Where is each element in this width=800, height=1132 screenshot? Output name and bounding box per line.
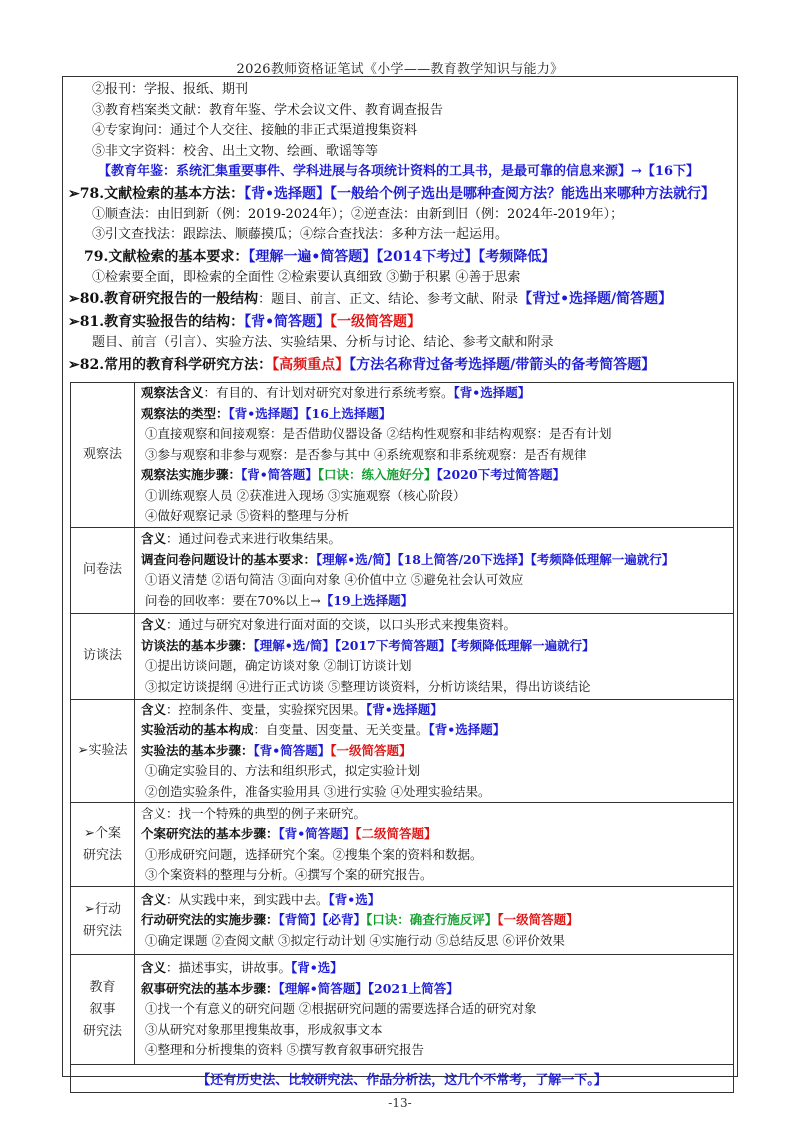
- tag: 【背•简答题】: [278, 826, 356, 841]
- tag: 【18上简答/20下选择】: [397, 551, 531, 567]
- method-definition: [141, 890, 729, 911]
- method-row-questionnaire: [71, 527, 734, 613]
- method-line: ③参与观察和非参与观察：是否参与其中 ④系统观察和非系统观察：是否有规律: [145, 446, 587, 462]
- method-line: [141, 591, 729, 612]
- section-79-heading: [68, 246, 734, 268]
- method-line: ④整理和分析搜集的资料 ⑤撰写教育叙事研究报告: [145, 1042, 424, 1058]
- section-82-tag: 【高频重点】: [272, 356, 350, 373]
- source-item-3: ③教育档案类文献：教育年鉴、学术会议文件、教育调查报告: [92, 102, 444, 118]
- tag: 【2020下考过简答题】: [436, 467, 566, 482]
- method-body: [135, 383, 734, 528]
- method-name-line: 教育: [89, 979, 116, 995]
- section-78-tag: 【背•选择题】: [244, 185, 331, 202]
- method-row-narrative: [71, 955, 734, 1065]
- method-line: ③从研究对象那里搜集故事，形成叙事文本: [145, 1021, 383, 1037]
- method-definition: [141, 529, 729, 550]
- tag: 【理解•选/简】: [316, 551, 398, 567]
- tag: 【考频降低理解一遍就行】: [450, 637, 595, 653]
- section-78-tag: 【一般给个例子选出是哪种查阅方法？能选出来哪种方法就行】: [330, 185, 716, 202]
- method-name: 观察法: [71, 383, 135, 528]
- definition-label: 含义: [141, 805, 167, 821]
- definition-label: 含义: [141, 960, 167, 976]
- method-subheading: [141, 720, 729, 741]
- method-body: [135, 527, 734, 613]
- definition-text: ：通过与研究对象进行面对面的交谈，以口头形式来搜集资料。: [166, 617, 517, 632]
- method-line: ①确定实验目的、方法和组织形式，拟定实验计划: [145, 763, 421, 778]
- section-78-heading: [68, 183, 734, 205]
- method-definition: [141, 958, 729, 979]
- tag: 【一级简答题】: [497, 912, 579, 928]
- research-methods-table: [70, 382, 734, 1093]
- mnemonic-tag: 【口诀：练入施好分】: [317, 467, 437, 482]
- section-79-tag: 【2014下考过】: [376, 248, 479, 265]
- method-line: ②创造实验条件，准备实验用具 ③进行实验 ④处理实验结果。: [145, 783, 491, 799]
- page-header: 2026教师资格证笔试《小学——教育教学知识与能力》: [236, 62, 564, 77]
- subheading-label: 访谈法的基本步骤：: [141, 637, 254, 653]
- method-body: [135, 613, 734, 699]
- method-line: ③拟定访谈提纲 ④进行正式访谈 ⑤整理访谈资料，分析访谈结果，得出访谈结论: [145, 678, 591, 694]
- method-name-line: 研究法: [82, 923, 122, 939]
- section-78-line: ①顺查法：由旧到新（例：2019-2024年）；②逆查法：由新到旧（例：2024年-2019年）；: [92, 206, 624, 222]
- method-name: [71, 887, 135, 955]
- method-row-footer: [71, 1065, 734, 1093]
- tag: 【理解•简答题】: [278, 980, 368, 996]
- definition-label: 含义: [141, 701, 167, 717]
- tag: 【二级简答题】: [355, 826, 437, 841]
- section-81-title: ➢81.教育实验报告的结构：: [68, 314, 245, 330]
- method-name-line: ➢个案: [84, 825, 121, 841]
- tag: 【背简】: [278, 912, 323, 928]
- section-81-tag: 【一级简答题】: [330, 314, 422, 330]
- section-80-tag: 【背过•选择题/简答题】: [518, 291, 673, 307]
- section-81-heading: [68, 311, 734, 333]
- tag: 【背•简答题】: [253, 742, 331, 758]
- section-82-heading: [68, 354, 734, 376]
- section-80-title: ➢80.教育研究报告的一般结构: [68, 291, 259, 307]
- subheading-label: 观察法实施步骤：: [141, 467, 242, 482]
- method-definition: [141, 615, 729, 636]
- other-methods-note: 【还有历史法、比较研究法、作品分析法，这几个不常考，了解一下。】: [71, 1065, 734, 1093]
- subheading-label: 实验法的基本步骤：: [141, 742, 254, 758]
- method-line: ④做好观察记录 ⑤资料的整理与分析: [145, 508, 349, 523]
- method-subheading: [141, 910, 729, 931]
- method-name: 问卷法: [71, 527, 135, 613]
- method-name-line: 叙事: [89, 1001, 116, 1017]
- method-definition: [141, 700, 729, 721]
- tag: 【2021上简答】: [367, 980, 459, 996]
- tag: 【19上选择题】: [320, 592, 414, 608]
- mnemonic-tag: 【口诀：确查行施反评】: [366, 912, 498, 928]
- tag: 【理解•选/简】: [253, 637, 335, 653]
- definition-label: 含义: [141, 531, 167, 546]
- definition-label: 含义: [141, 891, 167, 907]
- page-number: -13-: [388, 1096, 412, 1110]
- source-item-5: ⑤非文字资料：校舍、出土文物、绘画、歌谣等等: [92, 143, 379, 159]
- method-name: [71, 955, 135, 1065]
- definition-label: 观察法含义: [141, 385, 204, 400]
- section-81-tag: 【背•简答题】: [244, 314, 331, 330]
- tag: 【2017下考简答题】: [334, 637, 451, 653]
- method-body: [135, 699, 734, 803]
- tag: 【背•选择题】: [453, 385, 531, 400]
- method-name-line: 研究法: [82, 847, 122, 863]
- tag: 【背•简答题】: [241, 467, 318, 482]
- section-81-line: 题目、前言（引言）、实验方法、实验结果、分析与讨论、结论、参考文献和附录: [92, 335, 554, 350]
- section-79-title: 79.文献检索的基本要求：: [84, 248, 249, 265]
- definition-text: ：有目的、有计划对研究对象进行系统考察。: [203, 385, 454, 400]
- tag: 【16上选择题】: [305, 405, 392, 421]
- method-subheading: [141, 979, 729, 1000]
- method-name: [71, 803, 135, 887]
- section-80-text: ：题目、前言、正文、结论、参考文献、附录: [258, 292, 519, 307]
- method-name: ➢实验法: [71, 699, 135, 803]
- method-row-experiment: [71, 699, 734, 803]
- definition-text: ：控制条件、变量，实验探究因果。: [166, 701, 367, 717]
- definition-text: ：找一个特殊的典型的例子来研究。: [166, 805, 367, 821]
- section-78-title: ➢78.文献检索的基本方法：: [68, 185, 245, 202]
- method-line: ①直接观察和间接观察：是否借助仪器设备 ②结构性观察和非结构观察：是否有计划: [145, 426, 612, 441]
- tag: 【背•选】: [328, 891, 381, 907]
- subheading-label: 调查问卷问题设计的基本要求：: [141, 551, 317, 567]
- section-80-heading: [68, 288, 734, 311]
- subheading-label: 观察法的类型：: [141, 405, 229, 421]
- method-name: 访谈法: [71, 613, 135, 699]
- source-item-4: ④专家询问：通过个人交往、接触的非正式渠道搜集资料: [92, 123, 418, 138]
- method-line: ①确定课题 ②查阅文献 ③拟定行动计划 ④实施行动 ⑤总结反思 ⑥评价效果: [145, 932, 565, 948]
- method-body: [135, 887, 734, 955]
- method-row-case-study: [71, 803, 734, 887]
- method-line: ①提出访谈问题，确定访谈对象 ②制订访谈计划: [145, 658, 412, 673]
- tag: 【背•选】: [291, 960, 343, 976]
- subheading-label: 个案研究法的基本步骤：: [141, 826, 279, 841]
- tag: 【一级简答题】: [330, 742, 412, 758]
- definition-label: 含义: [141, 617, 167, 632]
- content-area: [68, 80, 734, 376]
- section-79-tag: 【理解一遍•简答题】: [248, 248, 377, 265]
- tag: 【背•选择题】: [366, 701, 443, 717]
- tag: 【背•选择题】: [428, 722, 506, 737]
- method-subheading: [141, 465, 729, 486]
- method-row-observation: [71, 383, 734, 528]
- method-subheading: [141, 824, 729, 845]
- section-79-line: ①检索要全面，即检索的全面性 ②检索要认真细致 ③勤于积累 ④善于思索: [92, 269, 521, 285]
- method-definition: [141, 804, 729, 825]
- method-subheading: [141, 741, 729, 762]
- subheading-label: 行动研究法的实施步骤：: [141, 912, 279, 928]
- method-row-interview: [71, 613, 734, 699]
- method-name-line: ➢行动: [84, 901, 121, 917]
- method-subheading: [141, 636, 729, 657]
- method-line: ①训练观察人员 ②获准进入现场 ③实施观察（核心阶段）: [145, 487, 466, 503]
- subheading-label: 叙事研究法的基本步骤：: [141, 980, 279, 996]
- definition-text: ：描述事实，讲故事。: [166, 960, 292, 976]
- method-line: ③个案资料的整理与分析。④撰写个案的研究报告。: [145, 867, 433, 882]
- method-line: ①找一个有意义的研究问题 ②根据研究问题的需要选择合适的研究对象: [145, 1001, 537, 1017]
- tag: 【考频降低理解一遍就行】: [530, 551, 675, 567]
- tag: 【背•选择题】: [228, 405, 306, 421]
- section-79-tag: 【考频降低】: [478, 248, 556, 265]
- tag: 【必背】: [322, 912, 367, 928]
- definition-text: ：从实践中来，到实践中去。: [166, 891, 329, 907]
- method-subheading: [141, 550, 729, 571]
- method-body: [135, 803, 734, 887]
- method-name-line: 研究法: [82, 1023, 122, 1039]
- yearbook-note: 【教育年鉴：系统汇集重要事件、学科进展与各项统计资料的工具书，是最可靠的信息来源】→【16下】: [98, 164, 699, 179]
- section-78-line: ③引文查找法：跟踪法、顺藤摸瓜；④综合查找法：多种方法一起运用。: [92, 227, 509, 242]
- return-rate-text: 问卷的回收率：要在70%以上→: [145, 592, 321, 608]
- method-subheading: [141, 404, 729, 425]
- section-82-tag: 【方法名称背过备考选择题/带箭头的备考简答题】: [349, 356, 656, 373]
- source-item-2: ②报刊：学报、报纸、期刊: [92, 82, 249, 97]
- method-body: [135, 955, 734, 1065]
- method-definition: [141, 383, 729, 404]
- components-text: ：自变量、因变量、无关变量。: [253, 722, 429, 737]
- section-82-title: ➢82.常用的教育科学研究方法：: [68, 356, 273, 373]
- method-line: ①语义清楚 ②语句简洁 ③面向对象 ④价值中立 ⑤避免社会认可效应: [145, 572, 524, 587]
- method-line: ①形成研究问题，选择研究个案。②搜集个案的资料和数据。: [145, 846, 483, 862]
- definition-text: ：通过问卷式来进行收集结果。: [166, 531, 342, 546]
- subheading-label: 实验活动的基本构成: [141, 722, 254, 737]
- method-row-action-research: [71, 887, 734, 955]
